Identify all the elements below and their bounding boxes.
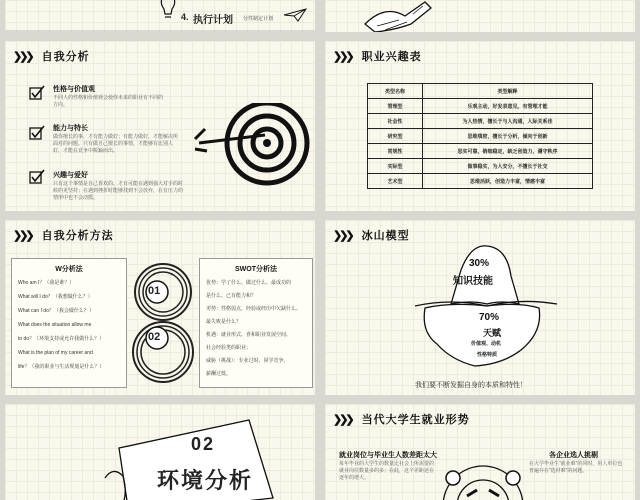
talent-label: 天赋 xyxy=(483,328,502,338)
slide-header xyxy=(333,48,422,64)
table-cell-type: 实际型 xyxy=(368,159,423,174)
table-header: 类型解释 xyxy=(423,84,593,99)
list-item: 薪酬过低。 xyxy=(206,371,232,377)
divider-line xyxy=(5,30,315,32)
paper-plane-icon xyxy=(283,8,307,22)
picky-heading: 各企业选人挑剔 xyxy=(549,452,598,459)
item-heading-personality: 性格与价值观 xyxy=(53,86,95,93)
list-item: 社会经验类的职业； xyxy=(206,345,252,351)
list-item: 威胁（挑战）：专业过时、同学竞争、 xyxy=(206,358,289,364)
table-header: 类型名称 xyxy=(368,84,423,99)
slide-environment-analysis-cover[interactable] xyxy=(5,404,315,500)
slide-thumbnail-2[interactable] xyxy=(325,0,635,32)
checkbox-icon xyxy=(29,125,45,141)
slide-iceberg-model[interactable] xyxy=(325,220,635,395)
circle-diagram xyxy=(433,456,533,500)
knowledge-percent: 30% xyxy=(469,258,490,269)
slide-title: 冰山模型 xyxy=(361,230,410,242)
item-body-ability: 做你擅长的事，才有能力做好；有能力做好，才能解决所面对的问题。只有做自己擅长的事情，才能够有比别人好，才能在竞争中脱颖而出。 xyxy=(53,134,179,154)
slide-title: 自我分析方法 xyxy=(41,230,114,242)
list-item: What can I do？（我会做什么？） xyxy=(18,308,94,314)
table-cell-desc: 思实可靠，销细稳定，缺乏创造力，遵守秩序 xyxy=(423,144,593,159)
target-dartboard-icon xyxy=(191,103,311,189)
talent-percent: 70% xyxy=(479,312,500,323)
number-badge-01: 01 xyxy=(148,285,161,297)
slide-title: 自我分析 xyxy=(41,51,90,63)
slide-self-analysis[interactable] xyxy=(5,41,315,211)
table-cell-desc: 为人热情，擅长于与人沟通，人际关系佳 xyxy=(423,114,593,129)
table-cell-type: 管理型 xyxy=(368,99,423,114)
slide-title: 当代大学生就业形势 xyxy=(361,414,470,426)
slide-career-interest[interactable] xyxy=(325,41,635,211)
list-item: life？（我的职业与生活规划是什么？） xyxy=(18,364,105,370)
table-cell-type: 艺术型 xyxy=(368,174,423,189)
table-row xyxy=(368,144,593,159)
traits-label: 性格特质 xyxy=(477,352,498,358)
list-item: Who am I？（我是谁？） xyxy=(18,280,75,286)
table-row xyxy=(368,159,593,174)
chevrons-icon: ❯❯❯ xyxy=(13,50,32,63)
picky-body: 在大学毕业生“就业难”的同时，用人单位也普遍存在“选材难”的问题。 xyxy=(529,461,623,474)
gap-body: 每年毕业的大学生的数量比社会上所需要的就业岗位数量多的多；在此，这个差距还在逐年的增大。 xyxy=(339,461,435,481)
section-number: 02 xyxy=(191,434,216,454)
chevrons-icon: ❯❯❯ xyxy=(333,413,352,426)
list-item: 机遇：就业形式、喜和职业发展空间、 xyxy=(206,332,292,338)
w-method-title: W分析法 xyxy=(55,266,83,273)
table-cell-desc: 做事稳实，为人安分，不擅长于社交 xyxy=(423,159,593,174)
table-cell-desc: 思维缜密，擅长于分析，倾向于创新 xyxy=(423,129,593,144)
list-item: What is the plan of my career and xyxy=(18,350,93,356)
swot-method-box xyxy=(199,258,313,388)
item-heading-ability: 能力与特长 xyxy=(53,125,88,132)
slide-thumbnail-1[interactable] xyxy=(5,0,315,32)
interest-table xyxy=(367,83,593,189)
list-item: to do？（环境支持或允许我做什么？） xyxy=(18,336,105,342)
chevrons-icon: ❯❯❯ xyxy=(333,50,352,63)
table-row xyxy=(368,114,593,129)
table-cell-type: 常规性 xyxy=(368,144,423,159)
scribble-circles-decoration xyxy=(127,262,199,388)
table-cell-desc: 思维活跃，创造力丰富，情感丰富 xyxy=(423,174,593,189)
list-item: 劣势：性格弱点，经验或经历中欠缺什么、 xyxy=(206,306,302,312)
item-body-interest: 只有这个事情是自己喜欢的，才有可能在遇到强大对手的时候的更坚持；在遇到挫折时能够找到不会放弃，在有压力的情形中也不会动摇。 xyxy=(53,181,184,201)
checkbox-icon xyxy=(29,169,45,185)
plan-subtitle: 分性制定计划 xyxy=(243,16,274,22)
running-figure-illustration xyxy=(355,0,445,32)
slide-employment-situation[interactable] xyxy=(325,404,635,500)
slide-header xyxy=(13,227,114,243)
slide-title: 职业兴趣表 xyxy=(361,51,422,63)
chevrons-icon: ❯❯❯ xyxy=(13,229,32,242)
list-item: What does the situation allow me xyxy=(18,322,92,328)
list-item: 优势：学了什么、做过什么、最成功的 xyxy=(206,280,292,286)
number-badge-02: 02 xyxy=(148,331,161,343)
slide-header xyxy=(333,227,410,243)
swot-method-title: SWOT分析法 xyxy=(235,266,277,273)
checkbox-icon xyxy=(29,85,45,101)
slide-header xyxy=(333,411,470,427)
values-label: 价值观、动机 xyxy=(471,341,502,347)
list-item: What will I do？（我想做什么？） xyxy=(18,294,93,300)
plan-title: 执行计划 xyxy=(193,15,233,26)
iceberg-caption: 我们要不断发掘自身的本质和特性！ xyxy=(415,382,527,389)
item-heading-interest: 兴趣与爱好 xyxy=(53,172,88,179)
item-body-personality: 不同人的性格和价值观会使你未来的职业有不同的方向。 xyxy=(53,95,164,108)
knowledge-label: 知识技能 xyxy=(453,276,493,287)
table-row xyxy=(368,174,593,189)
table-cell-type: 社会性 xyxy=(368,114,423,129)
slide-self-analysis-methods[interactable] xyxy=(5,220,315,395)
gap-heading: 就业岗位与毕业生人数差距太大 xyxy=(339,452,437,459)
lightbulb-icon xyxy=(157,0,179,22)
table-cell-desc: 乐观主动，好发表意见，有管理才能 xyxy=(423,99,593,114)
table-cell-type: 研究型 xyxy=(368,129,423,144)
list-item: 最失败是什么？ xyxy=(206,319,242,325)
w-method-box xyxy=(11,258,127,388)
list-item: 是什么、已有能力和？ xyxy=(206,293,257,299)
chevrons-icon: ❯❯❯ xyxy=(333,229,352,242)
section-title: 环境分析 xyxy=(157,468,254,493)
table-row xyxy=(368,129,593,144)
plan-number: 4. xyxy=(181,12,189,22)
slide-header xyxy=(13,48,90,64)
table-row xyxy=(368,99,593,114)
